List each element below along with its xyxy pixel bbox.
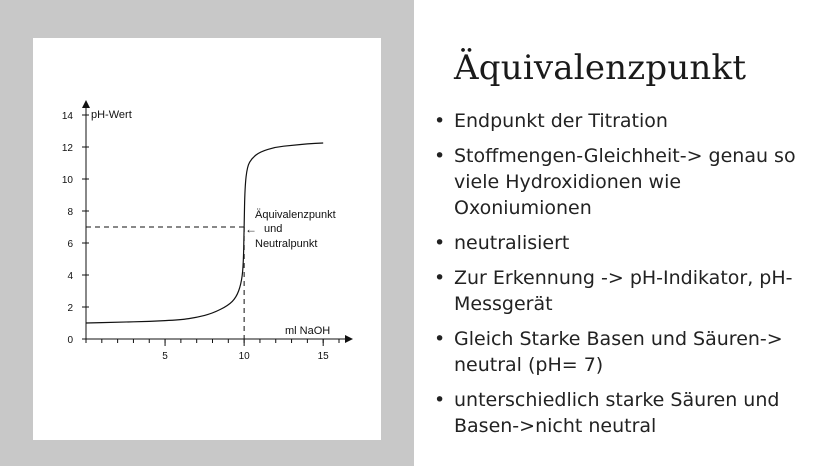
x-axis-arrow-icon	[345, 335, 353, 343]
titration-chart	[33, 38, 381, 440]
y-tick-label: 0	[67, 335, 73, 346]
x-axis-label: ml NaOH	[285, 325, 331, 337]
y-axis-label: pH-Wert	[91, 109, 132, 121]
right-panel	[414, 0, 828, 466]
x-tick-label: 10	[238, 351, 250, 362]
bullet-text: neutralisiert	[454, 232, 570, 254]
bullet-item	[434, 108, 818, 134]
slide-title: Äquivalenzpunkt	[454, 48, 747, 88]
bullet-item	[434, 387, 818, 439]
bullet-text: Gleich Starke Basen und Säuren-> neutral (pH= 7)	[454, 328, 783, 376]
y-tick-label: 8	[67, 207, 73, 218]
y-axis-arrow-icon	[82, 100, 90, 108]
bullet-dot-icon: •	[434, 267, 446, 289]
annotation-line-2: und	[264, 223, 283, 235]
y-tick-label: 14	[61, 111, 73, 122]
x-tick-label: 15	[317, 351, 329, 362]
titration-curve	[86, 143, 323, 323]
bullet-item	[434, 326, 818, 378]
bullet-dot-icon: •	[434, 110, 446, 132]
y-tick-label: 6	[67, 239, 73, 250]
annotation-line-1: Äquivalenzpunkt	[255, 209, 336, 221]
x-tick-label: 5	[162, 351, 168, 362]
bullet-dot-icon: •	[434, 328, 446, 350]
bullet-text: Stoffmengen-Gleichheit-> genau so viele Hydroxidionen wie Oxoniumionen	[454, 145, 796, 219]
bullet-text: unterschiedlich starke Säuren und Basen->nicht neutral	[454, 389, 780, 437]
y-tick-label: 2	[67, 303, 73, 314]
bullet-dot-icon: •	[434, 232, 446, 254]
bullet-list	[434, 108, 818, 448]
bullet-text: Zur Erkennung -> pH-Indikator, pH-Messgerät	[454, 267, 793, 315]
bullet-dot-icon: •	[434, 145, 446, 167]
y-tick-label: 12	[61, 143, 73, 154]
y-tick-label: 10	[61, 175, 73, 186]
titration-chart-card	[33, 38, 381, 440]
bullet-item	[434, 143, 818, 221]
annotation-arrow: ←	[245, 222, 257, 236]
bullet-item	[434, 265, 818, 317]
bullet-item	[434, 230, 818, 256]
bullet-dot-icon: •	[434, 389, 446, 411]
annotation-line-3: Neutralpunkt	[255, 238, 318, 250]
y-tick-label: 4	[67, 271, 73, 282]
bullet-text: Endpunkt der Titration	[454, 110, 668, 132]
